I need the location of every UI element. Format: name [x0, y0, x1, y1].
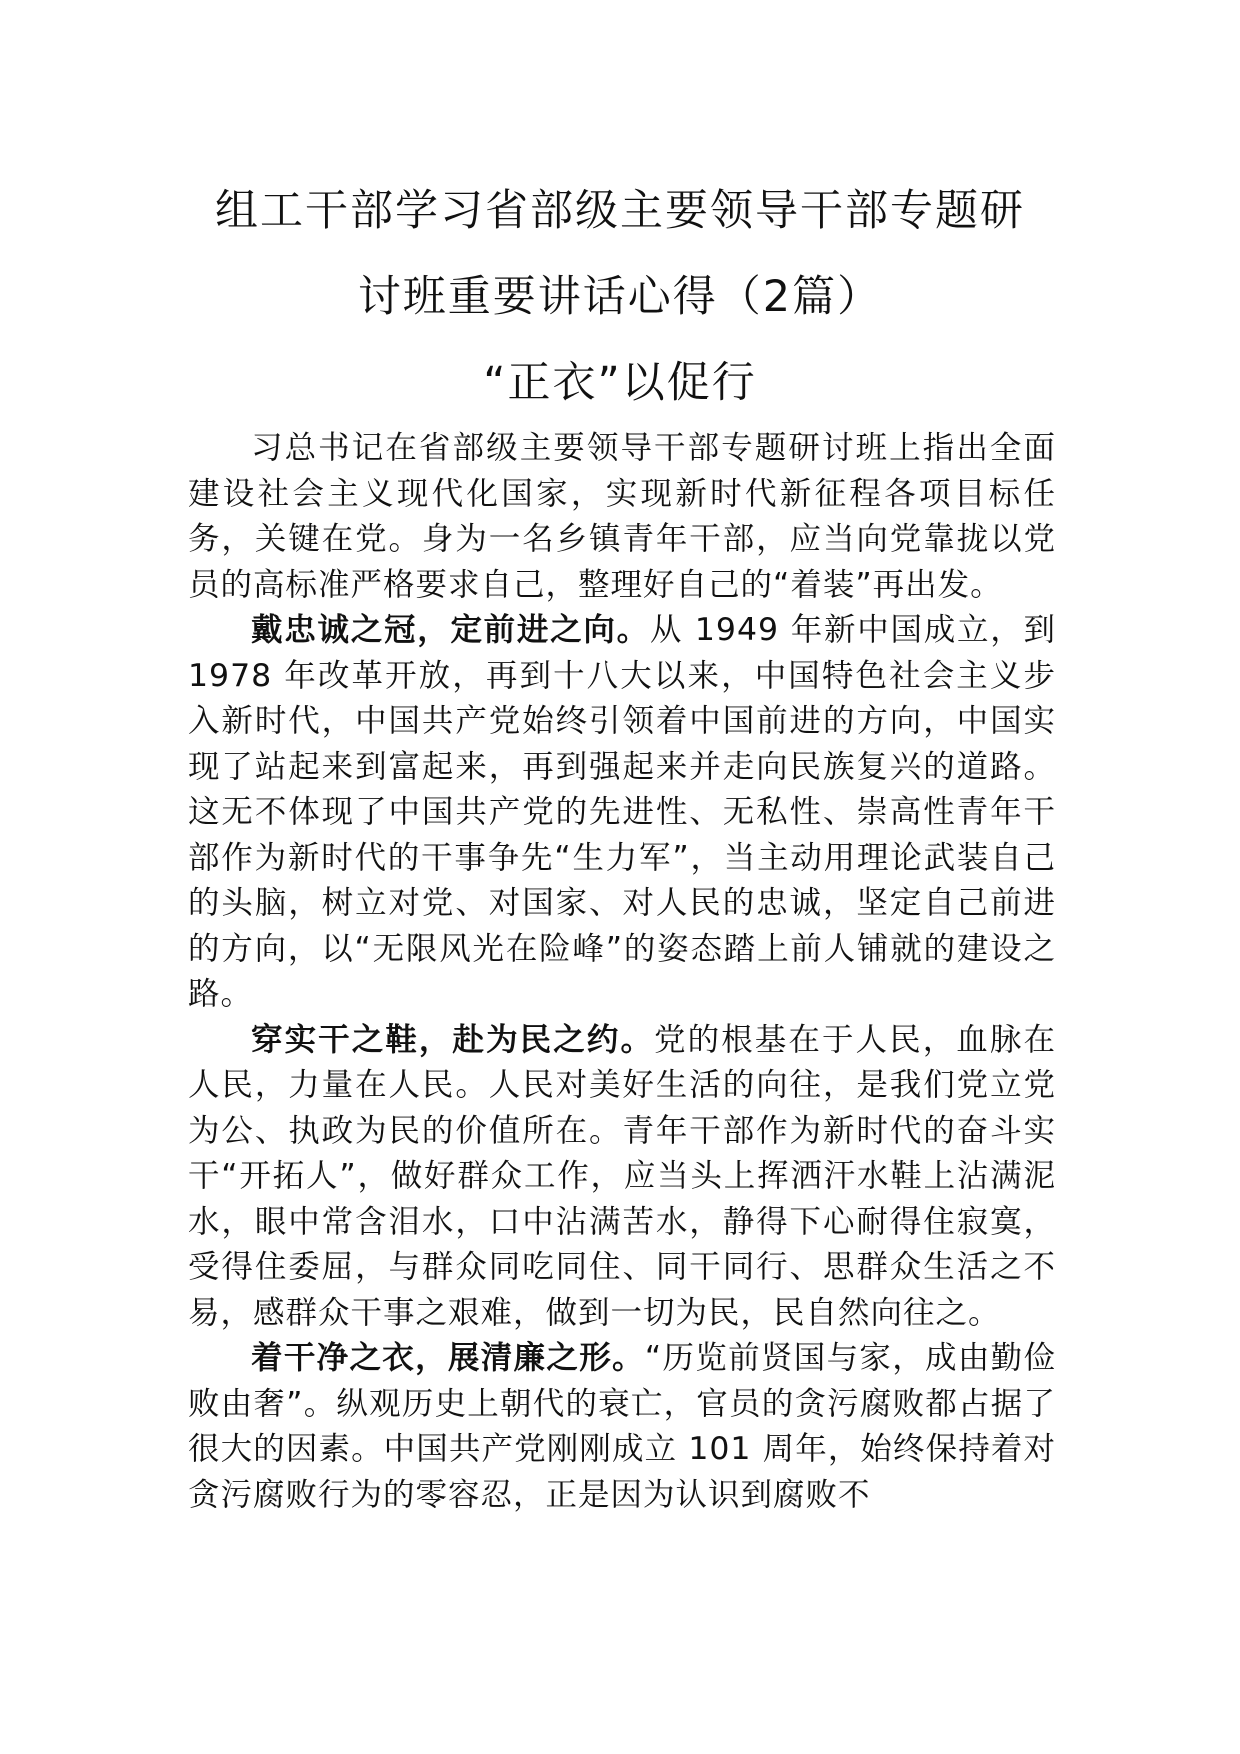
title-line-1: 组工干部学习省部级主要领导干部专题研	[215, 186, 1025, 236]
paragraph-loyalty	[188, 608, 1056, 1018]
article-subtitle: “正衣”以促行	[483, 358, 757, 408]
paragraph-text: “历览前贤国与家，成由勤俭败由奢”。纵观历史上朝代的衰亡，官员的贪污腐败都占据了很大的因素。中国共产党刚刚成立 101 周年，始终保持着对贪污腐败行为的零容忍，正是因为认识到腐败不	[188, 1340, 1056, 1513]
article-body	[188, 426, 1056, 1518]
paragraph-text: 习总书记在省部级主要领导干部专题研讨班上指出全面建设社会主义现代化国家，实现新时代新征程各项目标任务，关键在党。身为一名乡镇青年干部，应当向党靠拢以党员的高标准严格要求自己，整理好自己的“着装”再出发。	[188, 430, 1056, 603]
document-title	[150, 168, 1090, 340]
paragraph-intro	[188, 426, 1056, 608]
paragraph-lead: 穿实干之鞋，赴为民之约。	[251, 1021, 655, 1058]
paragraph-text: 从 1949 年新中国成立，到 1978 年改革开放，再到十八大以来，中国特色社会主义步入新时代，中国共产党始终引领着中国前进的方向，中国实现了站起来到富起来，再到强起来并走向民族复兴的道路。这无不体现了中国共产党的先进性、无私性、崇高性青年干部作为新时代的干事争先“生力军”，当主动用理论武装自己的头脑，树立对党、对国家、对人民的忠诚，坚定自己前进的方向，以“无限风光在险峰”的姿态踏上前人铺就的建设之路。	[188, 612, 1056, 1012]
title-line-2: 讨班重要讲话心得（2篇）	[357, 272, 883, 322]
paragraph-service	[188, 1018, 1056, 1337]
paragraph-lead: 着干净之衣，展清廉之形。	[251, 1340, 645, 1376]
paragraph-lead: 戴忠诚之冠，定前进之向。	[251, 612, 650, 648]
paragraph-text: 党的根基在于人民，血脉在人民，力量在人民。人民对美好生活的向往，是我们党立党为公、执政为民的价值所在。青年干部作为新时代的奋斗实干“开拓人”，做好群众工作，应当头上挥洒汗水鞋上沾满泥水，眼中常含泪水，口中沾满苦水，静得下心耐得住寂寞，受得住委屈，与群众同吃同住、同干同行、思群众生活之不易，感群众干事之艰难，做到一切为民，民自然向往之。	[188, 1021, 1056, 1331]
paragraph-integrity	[188, 1336, 1056, 1518]
